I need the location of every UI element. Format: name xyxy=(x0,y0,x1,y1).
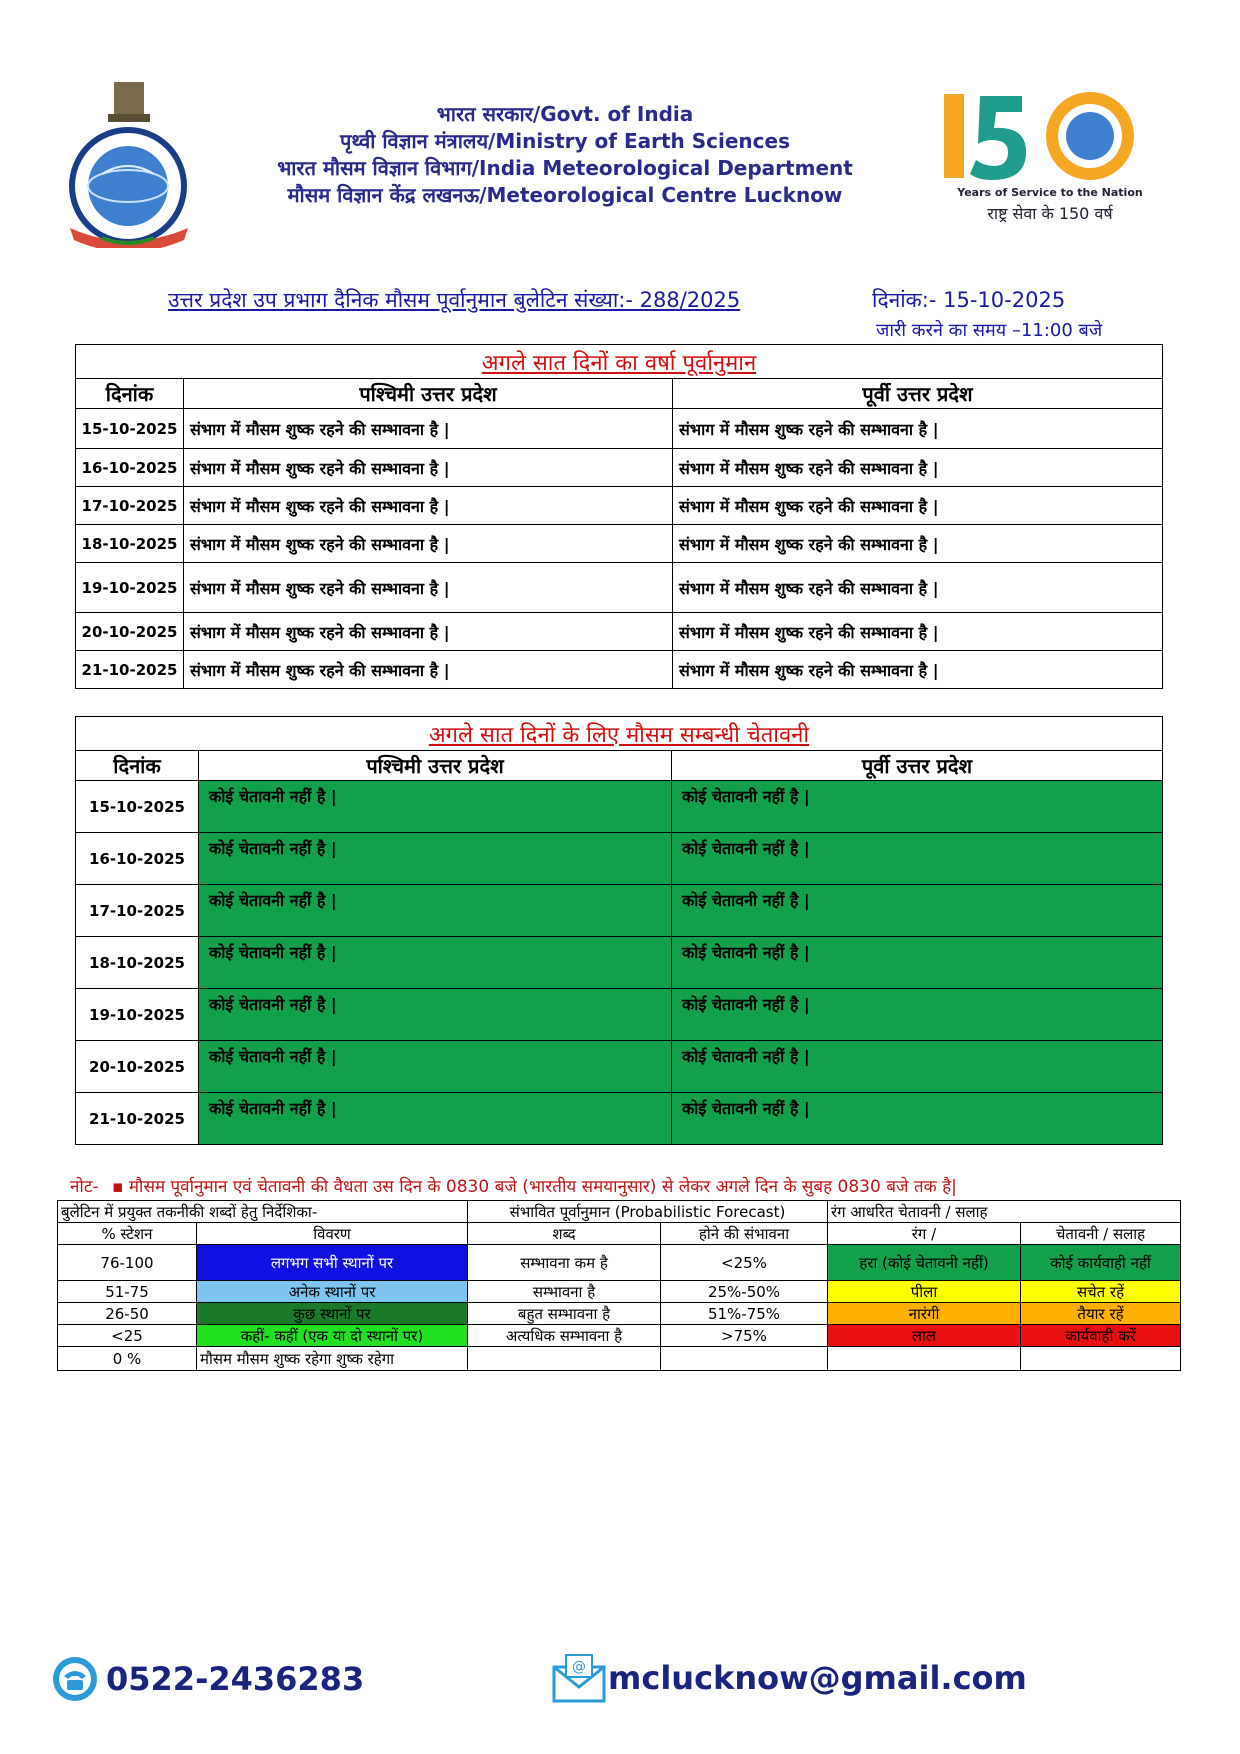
legend-chance: >75% xyxy=(661,1325,828,1347)
legend-chance xyxy=(661,1347,828,1371)
150-years-caption-hi: राष्ट्र सेवा के 150 वर्ष xyxy=(987,204,1113,223)
warning-col-west: पश्चिमी उत्तर प्रदेश xyxy=(199,751,672,781)
note-bullet-icon: ▪ xyxy=(111,1177,124,1197)
legend-advice xyxy=(1021,1347,1181,1371)
legend-word xyxy=(468,1347,661,1371)
warning-row-date: 17-10-2025 xyxy=(76,885,199,937)
footer-phone xyxy=(50,1654,364,1704)
legend-station: <25 xyxy=(58,1325,197,1347)
legend-desc: मौसम मौसम शुष्क रहेगा शुष्क रहेगा xyxy=(197,1347,468,1371)
note-label: नोट- xyxy=(70,1177,99,1197)
warning-rows xyxy=(76,781,1163,1145)
forecast-row-date: 20-10-2025 xyxy=(76,613,184,651)
warning-row-date: 16-10-2025 xyxy=(76,833,199,885)
forecast-row-west: संभाग में मौसम शुष्क रहने की सम्भावना है | xyxy=(184,525,673,563)
warning-row-west: कोई चेतावनी नहीं है | xyxy=(199,1093,672,1145)
legend-row xyxy=(58,1303,1181,1325)
svg-text:@: @ xyxy=(572,1659,586,1675)
warning-col-date: दिनांक xyxy=(76,751,199,781)
weather-warning-table xyxy=(75,716,1163,1145)
warning-row xyxy=(76,1093,1163,1145)
forecast-row-east: संभाग में मौसम शुष्क रहने की सम्भावना है | xyxy=(673,449,1163,487)
forecast-row-date: 19-10-2025 xyxy=(76,563,184,613)
legend-advice: सचेत रहें xyxy=(1021,1281,1181,1303)
forecast-row-west: संभाग में मौसम शुष्क रहने की सम्भावना है | xyxy=(184,409,673,449)
legend-sub-station: % स्टेशन xyxy=(58,1223,197,1245)
forecast-row-date: 18-10-2025 xyxy=(76,525,184,563)
legend-desc: लगभग सभी स्थानों पर xyxy=(197,1245,468,1281)
email-envelope-icon xyxy=(552,1653,606,1703)
imd-150-years-logo xyxy=(940,86,1160,226)
legend-sub-advice: चेतावनी / सलाह xyxy=(1021,1223,1181,1245)
bulletin-date: दिनांक:- 15-10-2025 xyxy=(872,288,1066,312)
legend-chance: <25% xyxy=(661,1245,828,1281)
warning-row-date: 19-10-2025 xyxy=(76,989,199,1041)
forecast-row-date: 17-10-2025 xyxy=(76,487,184,525)
forecast-row-date: 15-10-2025 xyxy=(76,409,184,449)
legend-row xyxy=(58,1347,1181,1371)
warning-row xyxy=(76,833,1163,885)
legend-rows xyxy=(58,1245,1181,1371)
warning-row-east: कोई चेतावनी नहीं है | xyxy=(672,989,1163,1041)
forecast-row-date: 16-10-2025 xyxy=(76,449,184,487)
legend-station: 26-50 xyxy=(58,1303,197,1325)
legend-chance: 51%-75% xyxy=(661,1303,828,1325)
forecast-row xyxy=(76,613,1163,651)
forecast-row-east: संभाग में मौसम शुष्क रहने की सम्भावना है | xyxy=(673,487,1163,525)
bulletin-issue-time: जारी करने का समय –11:00 बजे xyxy=(876,320,1103,341)
forecast-table-title: अगले सात दिनों का वर्षा पूर्वानुमान xyxy=(76,345,1163,379)
warning-row-date: 20-10-2025 xyxy=(76,1041,199,1093)
header-centre: मौसम विज्ञान केंद्र लखनऊ/Meteorological Centre Lucknow xyxy=(287,183,843,207)
forecast-row xyxy=(76,563,1163,613)
warning-row-west: कोई चेतावनी नहीं है | xyxy=(199,885,672,937)
forecast-row-west: संभाग में मौसम शुष्क रहने की सम्भावना है | xyxy=(184,449,673,487)
legend-sub-color: रंग / xyxy=(828,1223,1021,1245)
legend-sub-word: शब्द xyxy=(468,1223,661,1245)
warning-table-title: अगले सात दिनों के लिए मौसम सम्बन्धी चेतावनी xyxy=(76,717,1163,751)
legend-prob-header: संभावित पूर्वानुमान (Probabilistic Forecast) xyxy=(468,1201,828,1223)
legend-color-name: लाल xyxy=(828,1325,1021,1347)
legend-color-header: रंग आधरित चेतावनी / सलाह xyxy=(828,1201,1181,1223)
legend-chance: 25%-50% xyxy=(661,1281,828,1303)
warning-row-date: 21-10-2025 xyxy=(76,1093,199,1145)
header-department: भारत मौसम विज्ञान विभाग/India Meteorological Department xyxy=(277,156,853,180)
warning-row-date: 15-10-2025 xyxy=(76,781,199,833)
forecast-row-east: संभाग में मौसम शुष्क रहने की सम्भावना है | xyxy=(673,613,1163,651)
forecast-col-west: पश्चिमी उत्तर प्रदेश xyxy=(184,379,673,409)
legend-word: सम्भावना है xyxy=(468,1281,661,1303)
note-text: मौसम पूर्वानुमान एवं चेतावनी की वैधता उस दिन के 0830 बजे (भारतीय समयानुसार) से लेकर अगले दिन के सुबह 0830 बजे तक है| xyxy=(128,1177,957,1197)
warning-row-west: कोई चेतावनी नहीं है | xyxy=(199,937,672,989)
warning-row xyxy=(76,1041,1163,1093)
legend-row xyxy=(58,1281,1181,1303)
rainfall-forecast-table xyxy=(75,344,1163,689)
forecast-row-east: संभाग में मौसम शुष्क रहने की सम्भावना है | xyxy=(673,651,1163,689)
imd-emblem-icon xyxy=(62,78,198,248)
legend-color-name: नारंगी xyxy=(828,1303,1021,1325)
forecast-row xyxy=(76,449,1163,487)
legend-word: अत्यधिक सम्भावना है xyxy=(468,1325,661,1347)
warning-row-west: कोई चेतावनी नहीं है | xyxy=(199,1041,672,1093)
forecast-row-date: 21-10-2025 xyxy=(76,651,184,689)
legend-advice: कार्यवाही करें xyxy=(1021,1325,1181,1347)
footer-email xyxy=(552,1650,1027,1706)
legend-station: 0 % xyxy=(58,1347,197,1371)
forecast-row-west: संभाग में मौसम शुष्क रहने की सम्भावना है | xyxy=(184,651,673,689)
legend-desc: कहीं- कहीं (एक या दो स्थानों पर) xyxy=(197,1325,468,1347)
footer-email-address: mclucknow@gmail.com xyxy=(608,1659,1027,1697)
warning-row-west: कोई चेतावनी नहीं है | xyxy=(199,989,672,1041)
header-govt: भारत सरकार/Govt. of India xyxy=(436,102,694,126)
forecast-row-east: संभाग में मौसम शुष्क रहने की सम्भावना है | xyxy=(673,409,1163,449)
warning-row-date: 18-10-2025 xyxy=(76,937,199,989)
forecast-row-east: संभाग में मौसम शुष्क रहने की सम्भावना है | xyxy=(673,525,1163,563)
warning-row-east: कोई चेतावनी नहीं है | xyxy=(672,1041,1163,1093)
forecast-row-west: संभाग में मौसम शुष्क रहने की सम्भावना है | xyxy=(184,613,673,651)
legend-color-name: पीला xyxy=(828,1281,1021,1303)
legend-station: 51-75 xyxy=(58,1281,197,1303)
150-years-emblem-icon xyxy=(940,86,1160,186)
phone-icon xyxy=(50,1654,100,1704)
legend-row xyxy=(58,1325,1181,1347)
legend-station: 76-100 xyxy=(58,1245,197,1281)
forecast-row-west: संभाग में मौसम शुष्क रहने की सम्भावना है | xyxy=(184,563,673,613)
warning-row xyxy=(76,989,1163,1041)
forecast-row-west: संभाग में मौसम शुष्क रहने की सम्भावना है | xyxy=(184,487,673,525)
warning-row-west: कोई चेतावनी नहीं है | xyxy=(199,781,672,833)
warning-row-east: कोई चेतावनी नहीं है | xyxy=(672,1093,1163,1145)
warning-row xyxy=(76,885,1163,937)
forecast-col-date: दिनांक xyxy=(76,379,184,409)
legend-color-name: हरा (कोई चेतावनी नहीं) xyxy=(828,1245,1021,1281)
legend-advice: कोई कार्यवाही नहीं xyxy=(1021,1245,1181,1281)
bulletin-title: उत्तर प्रदेश उप प्रभाग दैनिक मौसम पूर्वानुमान बुलेटिन संख्या:- 288/2025 xyxy=(168,288,741,312)
legend-sub-chance: होने की संभावना xyxy=(661,1223,828,1245)
legend-table xyxy=(57,1200,1181,1371)
warning-row-east: कोई चेतावनी नहीं है | xyxy=(672,781,1163,833)
legend-desc: अनेक स्थानों पर xyxy=(197,1281,468,1303)
legend-word: बहुत सम्भावना है xyxy=(468,1303,661,1325)
forecast-rows xyxy=(76,409,1163,689)
imd-emblem-logo xyxy=(62,78,198,248)
forecast-row xyxy=(76,651,1163,689)
forecast-row xyxy=(76,409,1163,449)
forecast-row xyxy=(76,525,1163,563)
warning-row-west: कोई चेतावनी नहीं है | xyxy=(199,833,672,885)
legend-word: सम्भावना कम है xyxy=(468,1245,661,1281)
forecast-col-east: पूर्वी उत्तर प्रदेश xyxy=(673,379,1163,409)
warning-row-east: कोई चेतावनी नहीं है | xyxy=(672,833,1163,885)
legend-guide-header: बुलेटिन में प्रयुक्त तकनीकी शब्दों हेतु निर्देशिका- xyxy=(58,1201,468,1223)
header-ministry: पृथ्वी विज्ञान मंत्रालय/Ministry of Earth Sciences xyxy=(340,129,790,153)
footer-phone-number: 0522-2436283 xyxy=(106,1660,365,1698)
warning-row xyxy=(76,937,1163,989)
legend-row xyxy=(58,1245,1181,1281)
legend-advice: तैयार रहें xyxy=(1021,1303,1181,1325)
legend-desc: कुछ स्थानों पर xyxy=(197,1303,468,1325)
forecast-row xyxy=(76,487,1163,525)
legend-sub-desc: विवरण xyxy=(197,1223,468,1245)
warning-row-east: कोई चेतावनी नहीं है | xyxy=(672,937,1163,989)
warning-row xyxy=(76,781,1163,833)
warning-col-east: पूर्वी उत्तर प्रदेश xyxy=(672,751,1163,781)
warning-row-east: कोई चेतावनी नहीं है | xyxy=(672,885,1163,937)
forecast-row-east: संभाग में मौसम शुष्क रहने की सम्भावना है | xyxy=(673,563,1163,613)
150-years-caption-en: Years of Service to the Nation xyxy=(957,186,1143,199)
legend-color-name xyxy=(828,1347,1021,1371)
validity-note xyxy=(70,1174,1170,1197)
